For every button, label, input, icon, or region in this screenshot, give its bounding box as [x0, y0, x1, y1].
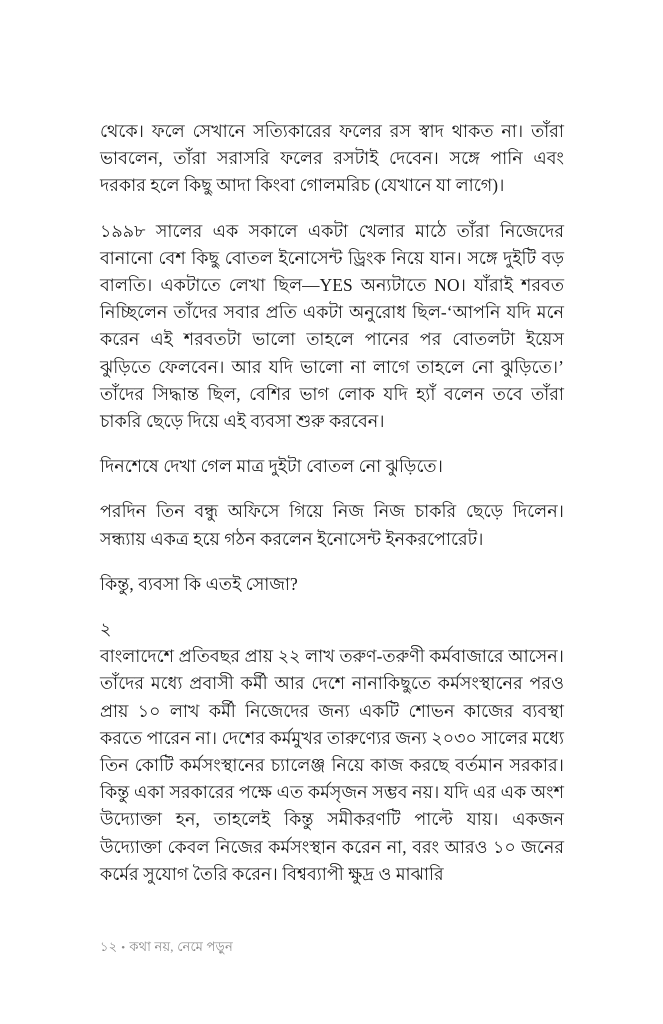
footer-separator-dot: • — [121, 942, 126, 955]
paragraph-6: বাংলাদেশে প্রতিবছর প্রায় ২২ লাখ তরুণ-তরুণী কর্মবাজারে আসেন। তাঁদের মধ্যে প্রবাসী কর্মী আর দেশে নানাকিছুতে কর্মসংস্থানের পরও প্রায় ১০ লাখ কর্মী নিজেদের জন্য একটি শোভন কাজের ব্যবস্থা করতে পারেন না। দেশের কর্মমুখর তারুণ্যের জন্য ২০৩০ সালের মধ্যে তিন কোটি কর্মসংস্থানের চ্যালেঞ্জ নিয়ে কাজ করছে বর্তমান সরকার। কিন্তু একা সরকারের পক্ষে এত কর্মসৃজন সম্ভব নয়। যদি এর এক অংশ উদ্যোক্তা হন, তাহলেই কিন্তু সমীকরণটি পাল্টে যায়। একজন উদ্যোক্তা কেবল নিজের কর্মসংস্থান করেন না, বরং আরও ১০ জনের কর্মের সুযোগ তৈরি করেন। বিশ্বব্যাপী ক্ষুদ্র ও মাঝারি — [100, 646, 564, 884]
footer-page-number: ১২ — [100, 939, 118, 954]
footer-book-title: কথা নয়, নেমে পড়ুন — [129, 939, 234, 954]
paragraph-2: ১৯৯৮ সালের এক সকালে একটা খেলার মাঠে তাঁরা নিজেদের বানানো বেশ কিছু বোতল ইনোসেন্ট ড্রিংক নিয়ে যান। সঙ্গে দুইটি বড় বালতি। একটাতে লেখা ছিল—YES অন্যটাতে NO। যাঁরাই শরবত নিচ্ছিলেন তাঁদের সবার প্রতি একটা অনুরোধ ছিল-‘আপনি যদি মনে করেন এই শরবতটা ভালো তাহলে পানের পর বোতলটা ইয়েস ঝুড়িতে ফেলবেন। আর যদি ভালো না লাগে তাহলে নো ঝুড়িতে।’ তাঁদের সিদ্ধান্ত ছিল, বেশির ভাগ লোক যদি হ্যাঁ বলেন তবে তাঁরা চাকরি ছেড়ে দিয়ে এই ব্যবসা শুরু করবেন। — [100, 220, 564, 432]
paragraph-3: দিনশেষে দেখা গেল মাত্র দুইটা বোতল নো ঝুড়িতে। — [100, 456, 443, 477]
paragraph-4: পরদিন তিন বন্ধু অফিসে গিয়ে নিজ নিজ চাকরি ছেড়ে দিলেন। সন্ধ্যায় একত্র হয়ে গঠন করলেন ইনোসেন্ট ইনকরপোরেট। — [100, 501, 564, 549]
page-content — [100, 118, 564, 888]
page-footer — [100, 938, 233, 957]
paragraph-5: কিন্তু, ব্যবসা কি এতই সোজা? — [100, 573, 298, 594]
section-number: ২ — [100, 619, 112, 640]
paragraph-1: থেকে। ফলে সেখানে সত্যিকারের ফলের রস স্বাদ থাকত না। তাঁরা ভাবলেন, তাঁরা সরাসরি ফলের রসটাই দেবেন। সঙ্গে পানি এবং দরকার হলে কিছু আদা কিংবা গোলমরিচ (যেখানে যা লাগে)। — [100, 121, 564, 196]
